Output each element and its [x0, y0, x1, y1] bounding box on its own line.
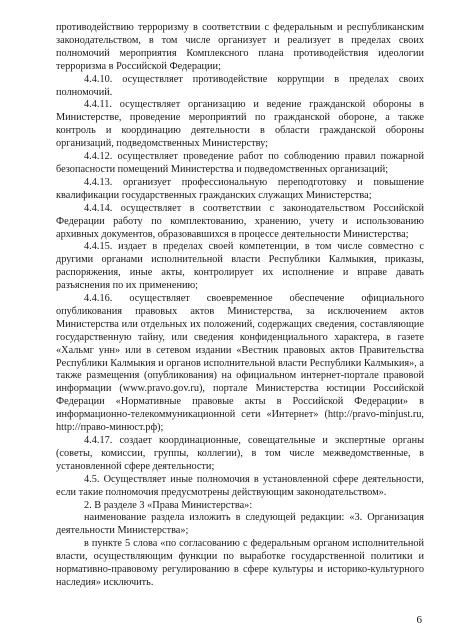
paragraph-4-5: 4.5. Осуществляет иные полномочия в установленной сфере деятельности, если такие полномочия предусмотрены действующим законодательством». — [56, 473, 424, 498]
paragraph-4-4-16: 4.4.16. осуществляет своевременное обеспечение официального опубликования правовых актов Министерства, за исключением актов Министерства или отдельных их положений, содержащих сведения, составляющие государственную тайну, или сведения конфиденциального характера, в газете «Хальмг унн» или в сетевом издании «Вестник правовых актов Правительства Республики Калмыкия и органов исполнительной власти Республики Калмыкия», а также размещения (опубликования) на официальном интернет-портале правовой информации (www.pravo.gov.ru), портале Министерства юстиции Российской Федерации «Нормативные правовые акты в Российской Федерации» в информационно-телекоммуникационной сети «Интернет» (http://pravo-minjust.ru, http://право-минюст.рф); — [56, 293, 424, 434]
paragraph-4-4-15: 4.4.15. издает в пределах своей компетенции, в том числе совместно с другими органами исполнительной власти Республики Калмыкия, приказы, распоряжения, иные акты, контролирует их исполнение и вправе давать разъяснения по их применению; — [56, 241, 424, 292]
paragraph-4-4-17: 4.4.17. создает координационные, совещательные и экспертные органы (советы, комиссии, группы, коллегии), в том числе межведомственные, в установленной сфере деятельности; — [56, 435, 424, 472]
paragraph-section-name-change: наименование раздела изложить в следующей редакции: «3. Организация деятельности Министерства»; — [56, 512, 424, 537]
paragraph-4-4-11: 4.4.11. осуществляет организацию и ведение гражданской обороны в Министерстве, проведение мероприятий по гражданской обороне, а также контроль и координацию деятельности в области гражданской обороны организаций, подведомственных Министерству; — [56, 99, 424, 150]
paragraph-point-5-change: в пункте 5 слова «по согласованию с федеральным органом исполнительной власти, осуществляющим функции по выработке государственной политики и нормативно-правовому регулированию в сфере культуры и историко-культурного наследия» исключить. — [56, 538, 424, 588]
page-number: 6 — [416, 614, 422, 626]
paragraph-section-3-heading: 2. В разделе 3 «Права Министерства»: — [84, 499, 253, 511]
paragraph-4-4-10: 4.4.10. осуществляет противодействие коррупции в пределах своих полномочий. — [56, 73, 424, 98]
paragraph-4-4-13: 4.4.13. организует профессиональную переподготовку и повышение квалификации государственных гражданских служащих Министерства; — [56, 176, 424, 201]
document-body — [56, 22, 424, 590]
paragraph-4-4-14: 4.4.14. осуществляет в соответствии с законодательством Российской Федерации работу по комплектованию, хранению, учету и использованию архивных документов, образовавшихся в процессе деятельности Министерства; — [56, 202, 424, 240]
paragraph-continuation: противодействию терроризму в соответствии с федеральным и республиканским законодательством, в том числе организует и реализует в пределах своих полномочий мероприятия Комплексного плана противодействия идеологии терроризма в Российской Федерации; — [56, 22, 424, 72]
paragraph-4-4-12: 4.4.12. осуществляет проведение работ по соблюдению правил пожарной безопасности помещений Министерства и подведомственных организаций; — [56, 151, 424, 175]
